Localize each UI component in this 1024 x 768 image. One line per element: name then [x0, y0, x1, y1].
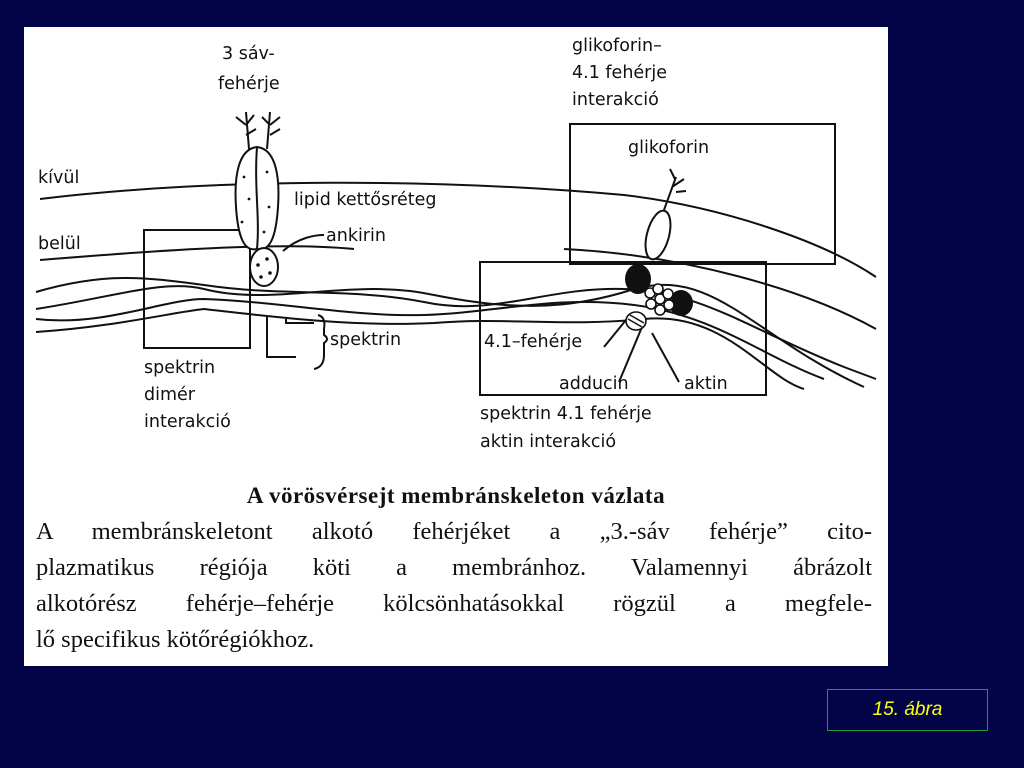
lipid-bilayer-label: lipid kettősréteg: [294, 190, 437, 210]
glycophorin-protein: [641, 169, 686, 262]
spectrin-dimer-label-line3: interakció: [144, 412, 231, 432]
caption-body: [36, 514, 872, 658]
leader-ankyrin: [283, 235, 324, 251]
glycophorin-label: glikoforin: [628, 138, 710, 158]
ankyrin-blob: [250, 248, 278, 286]
bilayer-inner-line: [40, 246, 354, 260]
glycophorin-interaction-label-line3: interakció: [572, 90, 659, 110]
figure-label-box: [827, 689, 988, 731]
adducin-label: adducin: [559, 374, 629, 394]
figure-panel: [24, 27, 888, 666]
spectrin-label: spektrin: [330, 330, 402, 350]
spectrin-bracket: [267, 315, 327, 369]
caption-line: alkotórész fehérje–fehérje kölcsönhatásokkal rögzül a megfele-: [36, 590, 872, 617]
spectrin-dimer-label-line1: spektrin: [144, 358, 216, 378]
caption-line: lő specifikus kötőrégiókhoz.: [36, 626, 315, 653]
band3-label-line2: fehérje: [218, 74, 280, 94]
ankyrin-label: ankirin: [326, 226, 386, 246]
band3-label-line1: 3 sáv-: [222, 44, 275, 64]
membrane-skeleton-diagram: [24, 27, 888, 482]
glycophorin-interaction-label-line1: glikoforin–: [572, 36, 662, 56]
figure-label: 15. ábra: [872, 699, 943, 720]
caption-line: A membránskeletont alkotó fehérjéket a „3.-sáv fehérje” cito-: [36, 518, 872, 545]
caption-title: A vörösvérsejt membránskeleton vázlata: [246, 483, 666, 508]
actin-label: aktin: [684, 374, 728, 394]
caption-line: plazmatikus régiója köti a membránhoz. Valamennyi ábrázolt: [36, 554, 872, 581]
leader-actin: [652, 333, 679, 382]
outside-label: kívül: [38, 168, 80, 188]
spectrin-dimer-label-line2: dimér: [144, 385, 195, 405]
spectrin41-actin-label-line2: aktin interakció: [480, 432, 617, 452]
spectrin41-actin-label-line1: spektrin 4.1 fehérje: [480, 404, 652, 424]
inside-label: belül: [38, 234, 81, 254]
glycophorin-interaction-label-line2: 4.1 fehérje: [572, 63, 668, 83]
band3-glycan-icon: [236, 112, 280, 149]
protein41-label: 4.1–fehérje: [484, 332, 583, 352]
